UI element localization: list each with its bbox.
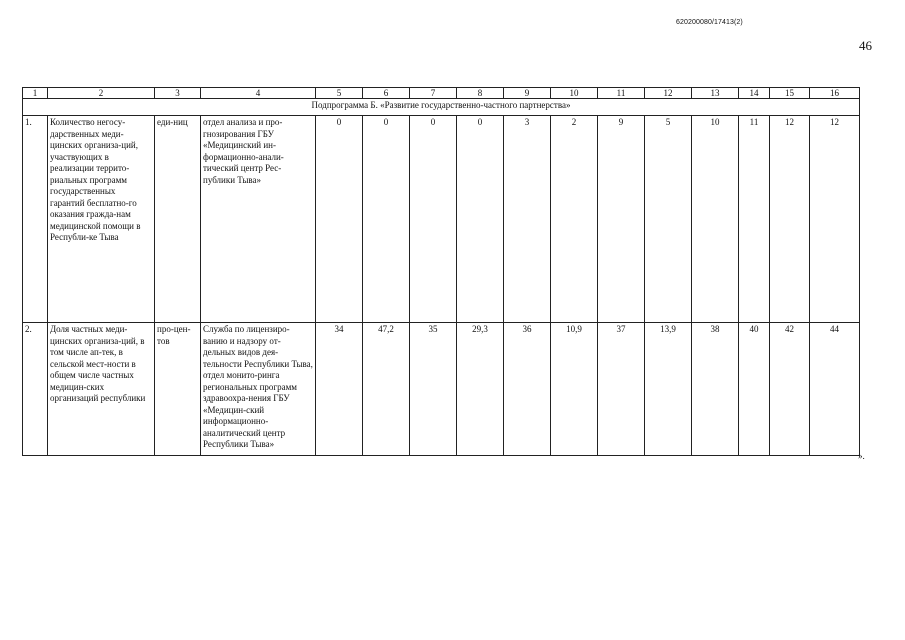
value-cell: 37: [598, 323, 645, 456]
value-cell: 47,2: [363, 323, 410, 456]
value-cell: 0: [363, 116, 410, 323]
unit-cell: про-цен-тов: [155, 323, 201, 456]
value-cell: 9: [598, 116, 645, 323]
table-row: [23, 323, 860, 456]
value-cell: 35: [410, 323, 457, 456]
subprogram-title: Подпрограмма Б. «Развитие государственно-частного партнерства»: [23, 99, 860, 116]
value-cell: 0: [457, 116, 504, 323]
value-cell: 0: [316, 116, 363, 323]
value-cell: 3: [504, 116, 551, 323]
indicator-name: Доля частных меди-цинских организа-ций, в том числе ап-тек, в сельской мест-ности в общем числе частных медицин-ских организаций республики: [48, 323, 155, 456]
column-header: 10: [551, 88, 598, 99]
value-cell: 5: [645, 116, 692, 323]
column-header: 15: [770, 88, 810, 99]
column-header: 4: [201, 88, 316, 99]
column-header: 13: [692, 88, 739, 99]
column-header: 11: [598, 88, 645, 99]
column-header: 3: [155, 88, 201, 99]
value-cell: 13,9: [645, 323, 692, 456]
value-cell: 34: [316, 323, 363, 456]
value-cell: 36: [504, 323, 551, 456]
column-number-row: [23, 88, 860, 99]
column-header: 16: [810, 88, 860, 99]
column-header: 9: [504, 88, 551, 99]
column-header: 1: [23, 88, 48, 99]
value-cell: 12: [810, 116, 860, 323]
table-row: [23, 116, 860, 323]
unit-cell: еди-ниц: [155, 116, 201, 323]
indicator-name: Количество негосу-дарственных меди-цинских организа-ций, участвующих в реализации террито-риальных программ государственных гарантий бесплатно-го оказания гражда-нам медицинской помощи в Республи-ке Тыва: [48, 116, 155, 323]
value-cell: 2: [551, 116, 598, 323]
column-header: 5: [316, 88, 363, 99]
subprogram-row: [23, 99, 860, 116]
column-header: 7: [410, 88, 457, 99]
row-number: 1.: [23, 116, 48, 323]
value-cell: 44: [810, 323, 860, 456]
column-header: 12: [645, 88, 692, 99]
page-number: 46: [859, 38, 872, 53]
closing-quote-mark: ».: [858, 451, 865, 461]
document-code: 620200080/17413(2): [676, 19, 743, 26]
value-cell: 38: [692, 323, 739, 456]
value-cell: 10: [692, 116, 739, 323]
value-cell: 29,3: [457, 323, 504, 456]
row-number: 2.: [23, 323, 48, 456]
value-cell: 0: [410, 116, 457, 323]
responsible-cell: отдел анализа и про-гнозирования ГБУ «Медицинский ин-формационно-анали-тический центр Рес-публики Тыва»: [201, 116, 316, 323]
column-header: 2: [48, 88, 155, 99]
value-cell: 42: [770, 323, 810, 456]
responsible-cell: Служба по лицензиро-ванию и надзору от-дельных видов дея-тельности Республики Тыва, отдел монито-ринга региональных программ здравоохра-нения ГБУ «Медицин-ский информационно-аналитический центр Республики Тыва»: [201, 323, 316, 456]
value-cell: 11: [739, 116, 770, 323]
value-cell: 10,9: [551, 323, 598, 456]
column-header: 14: [739, 88, 770, 99]
column-header: 8: [457, 88, 504, 99]
column-header: 6: [363, 88, 410, 99]
value-cell: 12: [770, 116, 810, 323]
value-cell: 40: [739, 323, 770, 456]
indicators-table: [22, 87, 860, 456]
